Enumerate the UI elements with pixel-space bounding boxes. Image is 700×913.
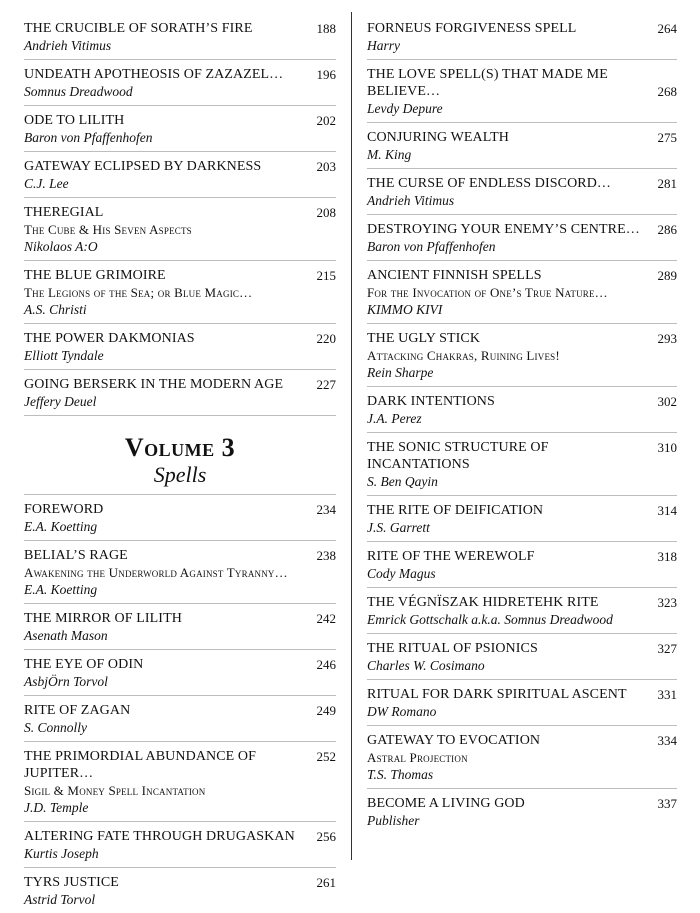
toc-entry <box>24 324 336 370</box>
toc-entry-page-number: 323 <box>657 595 677 610</box>
column-divider <box>351 12 352 860</box>
toc-entry-title: THE VÉGNÏSZAK HIDRETEHK RITE <box>367 595 599 610</box>
toc-entry-author: Elliott Tyndale <box>24 348 104 363</box>
toc-entry-author: Kurtis Joseph <box>24 846 99 861</box>
toc-entry-title-row <box>24 501 336 518</box>
toc-entry-page-number: 196 <box>316 67 336 82</box>
toc-entry-author: Asenath Mason <box>24 628 108 643</box>
toc-entry-page-number: 208 <box>316 205 336 220</box>
toc-entry-page-number: 275 <box>657 130 677 145</box>
toc-entry-page-number: 215 <box>316 268 336 283</box>
toc-entry-page-number: 331 <box>657 687 677 702</box>
toc-entry-title-row <box>367 129 677 146</box>
toc-entry-title: THE MIRROR OF LILITH <box>24 611 182 626</box>
toc-entry-author: KIMMO KIVI <box>367 302 443 317</box>
toc-entry-subtitle: Sigil & Money Spell Incantation <box>24 783 206 798</box>
toc-entry-title: ODE TO LILITH <box>24 113 125 128</box>
toc-entry-author: Publisher <box>367 813 420 828</box>
toc-entry <box>24 106 336 152</box>
toc-entry-title-row <box>24 547 336 564</box>
toc-entry-title-row <box>367 267 677 284</box>
volume-heading <box>24 416 336 495</box>
toc-entry-title-row <box>24 267 336 284</box>
toc-entry-title-row <box>367 686 677 703</box>
toc-entry-title-row <box>367 795 677 812</box>
toc-entry-title: THE LOVE SPELL(S) THAT MADE ME BELIEVE… <box>367 67 608 99</box>
toc-entry-author: Baron von Pfaffenhofen <box>367 239 496 254</box>
toc-entry-title: ANCIENT FINNISH SPELLS <box>367 268 542 283</box>
toc-entry-title-row <box>24 376 336 393</box>
toc-entry-page-number: 220 <box>316 331 336 346</box>
toc-entry-title-row <box>24 20 336 37</box>
toc-entry-page-number: 249 <box>316 703 336 718</box>
toc-entry <box>367 215 677 261</box>
toc-entry <box>367 542 677 588</box>
toc-entry-title: FORNEUS FORGIVENESS SPELL <box>367 21 577 36</box>
toc-entry-author: E.A. Koetting <box>24 582 98 597</box>
toc-entry <box>367 324 677 387</box>
toc-entry-page-number: 286 <box>657 222 677 237</box>
toc-entry-subtitle: Awakening the Underworld Against Tyranny… <box>24 565 288 580</box>
toc-entry <box>367 261 677 324</box>
toc-entry <box>24 152 336 198</box>
toc-entry-title: GATEWAY TO EVOCATION <box>367 733 541 748</box>
toc-entry-subtitle: Attacking Chakras, Ruining Lives! <box>367 348 560 363</box>
toc-entry-title: DESTROYING YOUR ENEMY’S CENTRE… <box>367 222 640 237</box>
toc-entry-page-number: 203 <box>316 159 336 174</box>
toc-entry-page-number: 188 <box>316 21 336 36</box>
toc-entry-title-row <box>367 175 677 192</box>
toc-entry-page-number: 318 <box>657 549 677 564</box>
toc-entry <box>367 60 677 123</box>
toc-entry <box>367 123 677 169</box>
toc-entry-title: BECOME A LIVING GOD <box>367 796 525 811</box>
toc-entry-title: RITE OF ZAGAN <box>24 703 131 718</box>
toc-entry-page-number: 227 <box>316 377 336 392</box>
toc-entry-page-number: 234 <box>316 502 336 517</box>
toc-entry-author: J.A. Perez <box>367 411 422 426</box>
toc-entry-title: BELIAL’S RAGE <box>24 548 128 563</box>
toc-entry-author: E.A. Koetting <box>24 519 98 534</box>
toc-entry-title-row <box>24 748 336 782</box>
toc-entry-title: THE SONIC STRUCTURE OF INCANTATIONS <box>367 440 549 472</box>
toc-entry-subtitle: Astral Projection <box>367 750 468 765</box>
toc-entry-title: THE BLUE GRIMOIRE <box>24 268 166 283</box>
toc-entry-title-row <box>24 158 336 175</box>
toc-entry-subtitle: For the Invocation of One’s True Nature… <box>367 285 608 300</box>
toc-entry-page-number: 238 <box>316 548 336 563</box>
toc-entry <box>24 370 336 416</box>
toc-entry-author: Baron von Pfaffenhofen <box>24 130 153 145</box>
toc-entry <box>367 588 677 634</box>
toc-entry-author: Andrieh Vitimus <box>24 38 112 53</box>
toc-entry-title-row <box>24 874 336 891</box>
toc-entry-title: FOREWORD <box>24 502 104 517</box>
toc-entry-author: Andrieh Vitimus <box>367 193 455 208</box>
toc-entry <box>24 868 336 913</box>
toc-entry-title: GOING BERSERK IN THE MODERN AGE <box>24 377 284 392</box>
toc-entry-page-number: 202 <box>316 113 336 128</box>
toc-entry-title-row <box>367 594 677 611</box>
toc-entry-author: J.S. Garrett <box>367 520 430 535</box>
toc-entry-title: THE RITE OF DEIFICATION <box>367 503 544 518</box>
toc-entry <box>367 634 677 680</box>
toc-entry-page-number: 261 <box>316 875 336 890</box>
toc-entry-page-number: 310 <box>657 440 677 455</box>
toc-entry-author: Astrid Torvol <box>24 892 96 907</box>
toc-entry-title: ALTERING FATE THROUGH DRUGASKAN <box>24 829 295 844</box>
toc-entry <box>367 169 677 215</box>
toc-entry-title: THE CRUCIBLE OF SORATH’S FIRE <box>24 21 253 36</box>
toc-entry-title-row <box>24 66 336 83</box>
toc-entry-title-row <box>367 640 677 657</box>
toc-entry-page-number: 337 <box>657 796 677 811</box>
volume-title: Volume 3 <box>124 433 236 462</box>
toc-entry <box>367 496 677 542</box>
toc-section-volume-3-right <box>367 14 677 834</box>
toc-entry <box>24 696 336 742</box>
toc-entry-title: THE EYE OF ODIN <box>24 657 144 672</box>
toc-entry-title: CONJURING WEALTH <box>367 130 509 145</box>
toc-entry-author: Somnus Dreadwood <box>24 84 133 99</box>
toc-entry-author: Jeffery Deuel <box>24 394 97 409</box>
toc-entry <box>24 495 336 541</box>
toc-entry-title: TYRS JUSTICE <box>24 875 119 890</box>
toc-entry-page-number: 334 <box>657 733 677 748</box>
toc-entry-page-number: 302 <box>657 394 677 409</box>
toc-entry-subtitle: The Cube & His Seven Aspects <box>24 222 192 237</box>
toc-entry-title-row <box>367 439 677 473</box>
toc-entry-page-number: 264 <box>657 21 677 36</box>
toc-entry <box>367 680 677 726</box>
toc-entry-title-row <box>367 732 677 749</box>
toc-entry-title-row <box>367 502 677 519</box>
toc-entry-author: A.S. Christi <box>24 302 87 317</box>
toc-entry <box>24 60 336 106</box>
toc-entry-title: THEREGIAL <box>24 205 104 220</box>
toc-entry-author: J.D. Temple <box>24 800 89 815</box>
toc-entry-page-number: 289 <box>657 268 677 283</box>
toc-entry-page-number: 252 <box>316 749 336 764</box>
toc-entry-author: Nikolaos A:O <box>24 239 98 254</box>
volume-subtitle: Spells <box>153 462 207 487</box>
toc-entry-author: Emrick Gottschalk a.k.a. Somnus Dreadwood <box>367 612 613 627</box>
toc-entry-title: UNDEATH APOTHEOSIS OF ZAZAZEL… <box>24 67 284 82</box>
toc-entry <box>24 822 336 868</box>
toc-section-volume-3-left <box>24 495 336 913</box>
toc-entry <box>367 387 677 433</box>
toc-entry-title: DARK INTENTIONS <box>367 394 495 409</box>
toc-entry-author: Rein Sharpe <box>367 365 434 380</box>
toc-entry-title: GATEWAY ECLIPSED BY DARKNESS <box>24 159 262 174</box>
toc-entry-title: THE PRIMORDIAL ABUNDANCE OF JUPITER… <box>24 749 257 781</box>
toc-entry-title-row <box>24 656 336 673</box>
toc-entry-title: RITUAL FOR DARK SPIRITUAL ASCENT <box>367 687 627 702</box>
toc-entry-subtitle: The Legions of the Sea; or Blue Magic… <box>24 285 253 300</box>
toc-entry-author: M. King <box>367 147 412 162</box>
toc-entry-author: Levdy Depure <box>367 101 443 116</box>
toc-entry-title-row <box>367 221 677 238</box>
toc-right-column <box>367 14 677 834</box>
toc-entry-page-number: 293 <box>657 331 677 346</box>
toc-entry-title-row <box>24 610 336 627</box>
toc-entry-title-row <box>367 330 677 347</box>
toc-entry <box>367 14 677 60</box>
toc-entry-page-number: 281 <box>657 176 677 191</box>
toc-entry-author: T.S. Thomas <box>367 767 434 782</box>
toc-entry <box>24 261 336 324</box>
toc-entry-author: S. Ben Qayin <box>367 474 438 489</box>
toc-left-column <box>24 14 336 913</box>
toc-entry-page-number: 327 <box>657 641 677 656</box>
toc-entry-title-row <box>367 66 677 100</box>
toc-entry-title: THE POWER DAKMONIAS <box>24 331 195 346</box>
toc-entry-author: S. Connolly <box>24 720 87 735</box>
toc-entry-author: Cody Magus <box>367 566 436 581</box>
toc-entry <box>24 650 336 696</box>
toc-entry <box>24 604 336 650</box>
toc-entry-page-number: 268 <box>657 84 677 99</box>
toc-entry <box>367 433 677 496</box>
toc-entry-page-number: 242 <box>316 611 336 626</box>
toc-entry-page-number: 246 <box>316 657 336 672</box>
toc-entry <box>24 742 336 822</box>
toc-entry-title-row <box>24 702 336 719</box>
toc-section-volume-2-tail <box>24 14 336 416</box>
toc-entry-title-row <box>24 330 336 347</box>
toc-entry <box>24 14 336 60</box>
toc-entry <box>367 789 677 834</box>
toc-entry-author: Charles W. Cosimano <box>367 658 485 673</box>
toc-entry-title-row <box>24 828 336 845</box>
toc-entry-author: Harry <box>367 38 400 53</box>
toc-entry-title: THE UGLY STICK <box>367 331 481 346</box>
toc-entry <box>24 198 336 261</box>
toc-entry-title-row <box>367 393 677 410</box>
toc-entry-title-row <box>24 204 336 221</box>
toc-entry-title: THE CURSE OF ENDLESS DISCORD… <box>367 176 612 191</box>
toc-entry-page-number: 256 <box>316 829 336 844</box>
toc-entry-title: THE RITUAL OF PSIONICS <box>367 641 538 656</box>
toc-entry-title-row <box>367 548 677 565</box>
toc-entry-title-row <box>367 20 677 37</box>
toc-entry-author: DW Romano <box>367 704 437 719</box>
toc-entry <box>24 541 336 604</box>
toc-entry-author: C.J. Lee <box>24 176 69 191</box>
toc-entry-title: RITE OF THE WEREWOLF <box>367 549 535 564</box>
toc-entry-title-row <box>24 112 336 129</box>
toc-entry-page-number: 314 <box>657 503 677 518</box>
toc-entry-author: AsbjÖrn Torvol <box>24 674 108 689</box>
toc-entry <box>367 726 677 789</box>
